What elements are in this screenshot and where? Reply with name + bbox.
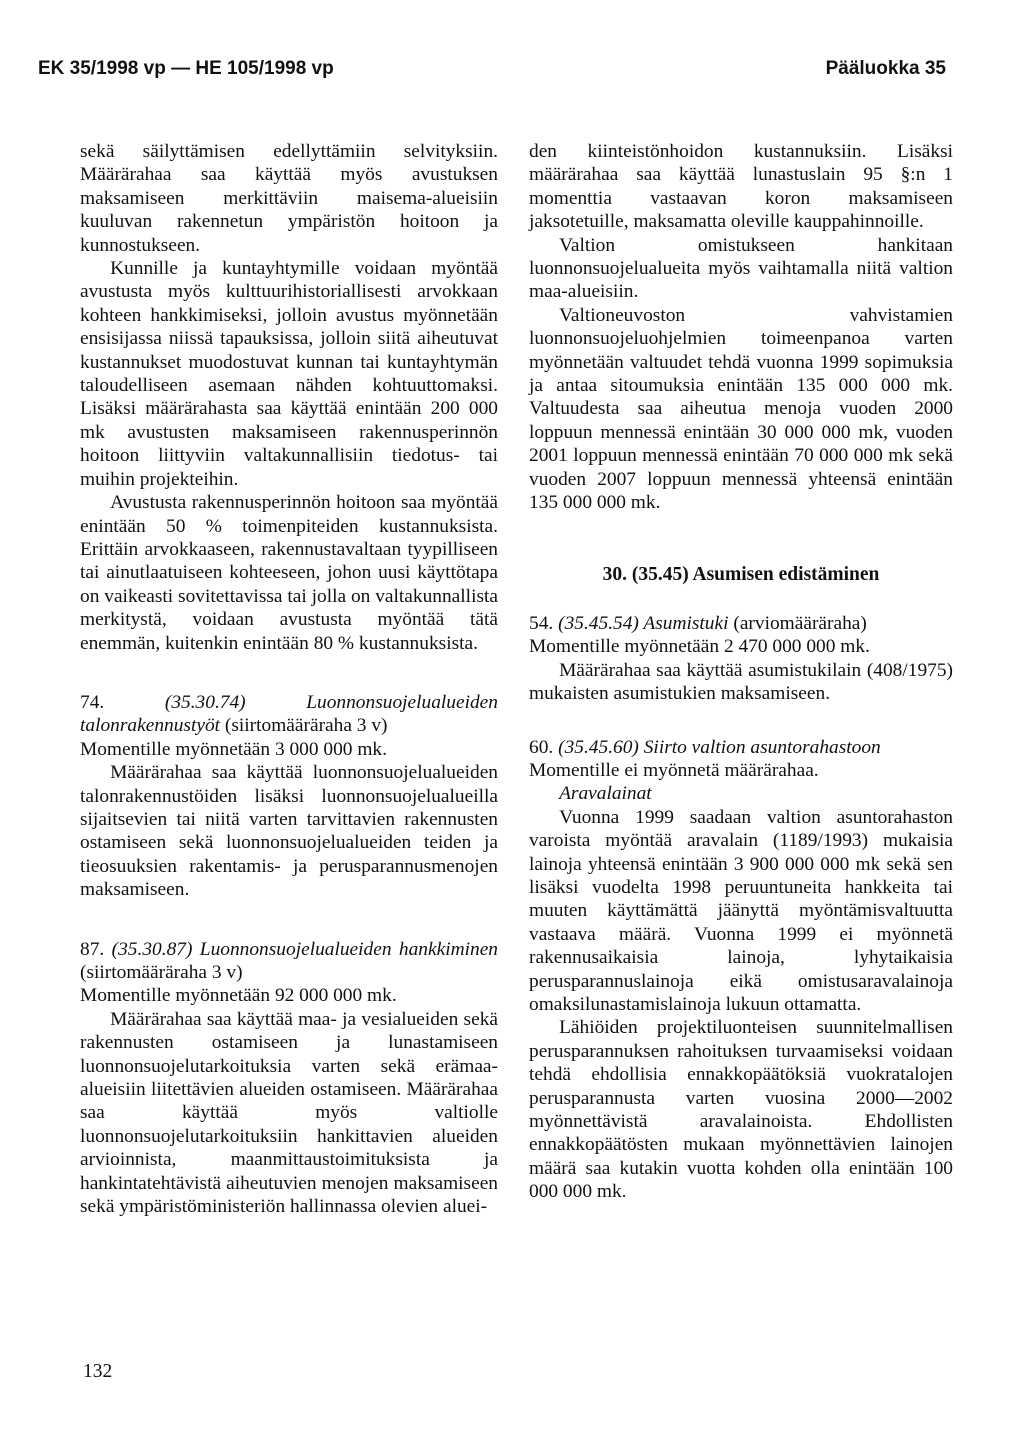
item-74-heading bbox=[80, 691, 498, 738]
item-grant: Momentille ei myönnetä määrärahaa. bbox=[529, 759, 819, 781]
item-60-heading bbox=[529, 736, 953, 759]
paragraph: Vuonna 1999 saadaan valtion asuntorahaston varoista myöntää aravalain (1189/1993) mukaisia lainoja yhteensä enintään 3 900 000 000 mk sekä sen lisäksi vuodelta 1998 peruuntuneita hankkeita tai muuten käyttämättä jäänyttä myöntämisvaltuutta vastaava määrä. Vuonna 1999 ei myönnetä rakennusaikaisia lainoja, lyhytaikaisia perusparannuslainoja eikä omistusaravalainoja omaksilunastamislainoja lukuun ottamatta. bbox=[529, 806, 953, 1015]
paragraph: Valtioneuvoston vahvistamien luonnonsuojeluohjelmien toimeenpanoa varten myönnetään valtuudet tehdä vuonna 1999 sopimuksia ja antaa sitoumuksia enintään 135 000 000 mk. Valtuudesta saa aiheutua menoja vuoden 2000 loppuun mennessä enintään 30 000 000 mk, vuoden 2001 loppuun mennessä enintään 70 000 000 mk sekä vuoden 2007 loppuun mennessä yhteensä enintään 135 000 000 mk. bbox=[529, 304, 953, 514]
item-type: (arviomääräraha) bbox=[733, 612, 867, 634]
left-column bbox=[80, 140, 498, 1218]
paragraph: Lähiöiden projektiluonteisen suunnitelmallisen perusparannuksen rahoituksen turvaamiseksi voidaan tehdä ehdollisia ennakkopäätöksiä vuokratalojen perusparannusta varten vuosina 2000—2002 myönnettävistä aravalainoista. Ehdollisten ennakkopäätösten mukaan myönnettävien lainojen määrä saa kutakin vuotta kohden olla enintään 100 000 000 mk. bbox=[529, 1017, 953, 1203]
paragraph: den kiinteistönhoidon kustannuksiin. Lisäksi määrärahaa saa käyttää lunastuslain 95 §:n 1 momenttia vastaavan koron maksamiseen jaksotetuille, maksamatta oleville kauppahinnoille. bbox=[529, 141, 953, 233]
item-grant: Momentille myönnetään 2 470 000 000 mk. bbox=[529, 636, 870, 658]
item-grant: Momentille myönnetään 92 000 000 mk. bbox=[80, 985, 397, 1007]
paragraph: Määrärahaa saa käyttää maa- ja vesialueiden sekä rakennusten ostamiseen ja lunastamiseen luonnonsuojelutarkoituksia varten sekä erämaa-alueisiin liitettävien alueiden ostamiseen. Määrärahaa saa käyttää myös valtiolle luonnonsuojelutarkoituksiin hankittavien alueiden arvioinnista, maanmittaustoimituksista ja hankintatehtävistä aiheutuvien menojen maksamiseen sekä ympäristöministeriön hallinnassa olevien aluei- bbox=[80, 1008, 498, 1218]
item-87-heading bbox=[80, 938, 498, 985]
paragraph: sekä säilyttämisen edellyttämiin selvityksiin. Määrärahaa saa käyttää myös avustuksen maksamiseen merkittäviin maisema-alueisiin kuuluvan rakennetun ympäristön hoitoon ja kunnostukseen. bbox=[80, 141, 498, 256]
subheading: Aravalainat bbox=[559, 783, 652, 805]
paragraph: Valtion omistukseen hankitaan luonnonsuojelualueita myös vaihtamalla niitä valtion maa-alueisiin. bbox=[529, 234, 953, 303]
item-type: (siirtomääräraha 3 v) bbox=[224, 715, 388, 737]
item-type: (siirtomääräraha 3 v) bbox=[80, 962, 243, 983]
item-number: 74. bbox=[80, 691, 105, 713]
item-grant: Momentille myönnetään 3 000 000 mk. bbox=[80, 738, 387, 760]
item-title: (35.30.87) Luonnonsuojelualueiden hankkiminen bbox=[111, 938, 498, 960]
item-title: (35.30.74) Luonnonsuojelualueiden talonrakennustyöt bbox=[80, 691, 498, 737]
running-header-right: Pääluokka 35 bbox=[825, 58, 946, 79]
right-column bbox=[529, 140, 953, 1204]
item-title: (35.45.60) Siirto valtion asuntorahastoon bbox=[558, 736, 881, 758]
paragraph: Määrärahaa saa käyttää asumistukilain (408/1975) mukaisten asumistukien maksamiseen. bbox=[529, 659, 953, 705]
running-header-left: EK 35/1998 vp — HE 105/1998 vp bbox=[38, 58, 334, 79]
item-title: (35.45.54) Asumistuki bbox=[558, 612, 729, 634]
item-number: 54. bbox=[529, 612, 554, 634]
item-number: 87. bbox=[80, 938, 105, 960]
item-54-heading bbox=[529, 612, 953, 635]
page-number: 132 bbox=[83, 1361, 113, 1382]
item-number: 60. bbox=[529, 736, 554, 758]
paragraph: Kunnille ja kuntayhtymille voidaan myöntää avustusta myös kulttuurihistoriallisesti arvokkaan kohteen hankkimiseksi, jolloin avustus myönnetään ensisijassa niissä tapauksissa, jolloin siitä aiheutuvat kustannukset muodostuvat kunnan tai kuntayhtymän taloudelliseen asemaan nähden kohtuuttomaksi. Lisäksi määrärahasta saa käyttää enintään 200 000 mk avustusten maksamiseen rakennusperinnön hoitoon liittyviin valtakunnallisiin tiedotus- tai muihin projekteihin. bbox=[80, 258, 498, 490]
section-heading: 30. (35.45) Asumisen edistäminen bbox=[602, 563, 880, 585]
paragraph: Avustusta rakennusperinnön hoitoon saa myöntää enintään 50 % toimenpiteiden kustannuksista. Erittäin arvokkaaseen, rakennustavaltaan tyypilliseen tai ainutlaatuiseen kohteeseen, johon uusi käyttötapa on vaikeasti sovitettavissa tai jolla on valtakunnallista merkitystä, voidaan avustusta myöntää tätä enemmän, kuitenkin enintään 80 % kustannuksista. bbox=[80, 492, 498, 654]
paragraph: Määrärahaa saa käyttää luonnonsuojelualueiden talonrakennustöiden lisäksi luonnonsuojelualueilla sijaitsevien tai niitä varten tarvittavien rakennusten ostamiseen sekä luonnonsuojelualueiden teiden ja tieosuuksien rakentamis- ja perusparannusmenojen maksamiseen. bbox=[80, 762, 498, 901]
